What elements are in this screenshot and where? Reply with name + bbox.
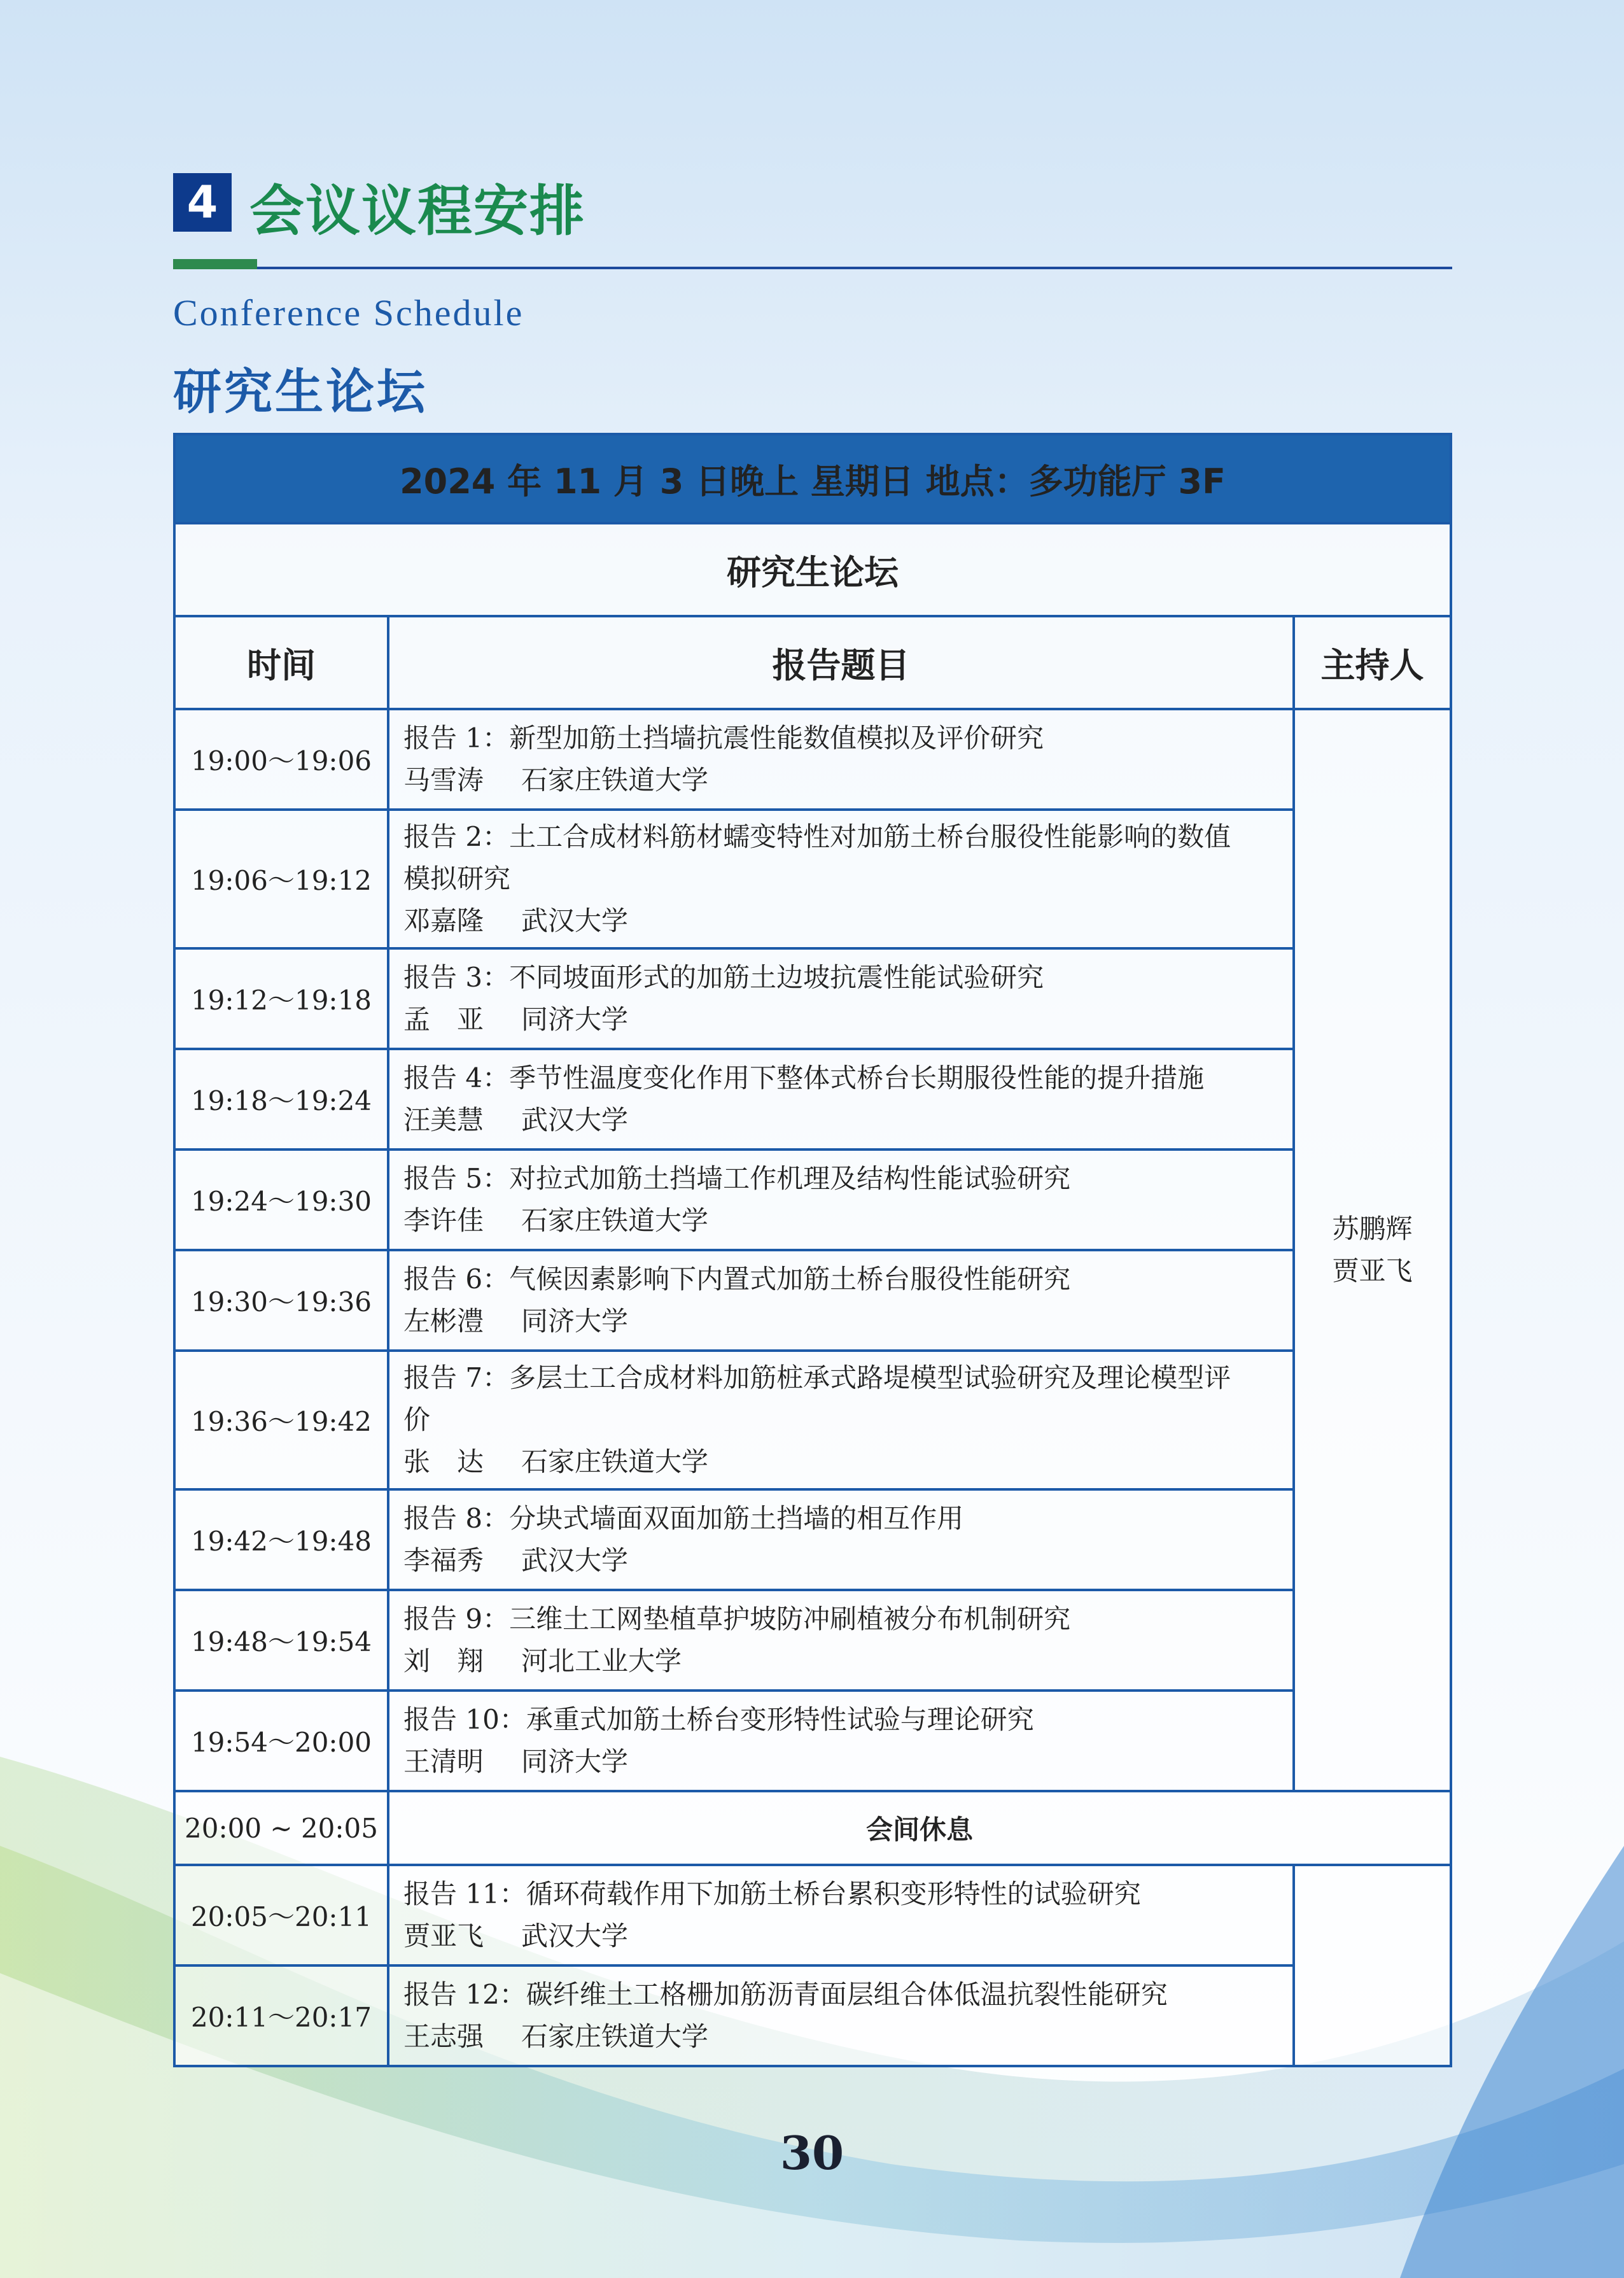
host-cell xyxy=(1294,709,1451,1791)
talk-title: 报告 9：三维土工网垫植草护坡防冲刷植被分布机制研究 xyxy=(403,1603,1071,1635)
section-number-badge: 4 xyxy=(173,173,232,232)
row-time: 19:54～20:00 xyxy=(174,1691,388,1791)
header-time: 时间 xyxy=(174,616,388,709)
table-row xyxy=(174,1590,1451,1691)
forum-name-row xyxy=(174,523,1451,616)
row-time: 19:48～19:54 xyxy=(174,1590,388,1691)
row-time: 19:00～19:06 xyxy=(174,709,388,810)
table-row xyxy=(174,1150,1451,1250)
break-time: 20:00 ~ 20:05 xyxy=(174,1791,388,1865)
speaker-name: 贾亚飞 xyxy=(403,1920,484,1951)
table-row xyxy=(174,810,1451,948)
row-talk xyxy=(388,948,1294,1049)
host-name: 贾亚飞 xyxy=(1332,1255,1413,1286)
row-talk xyxy=(388,1150,1294,1250)
table-row xyxy=(174,1049,1451,1150)
speaker-name: 左彬澧 xyxy=(403,1305,484,1337)
date-location: 2024 年 11 月 3 日晚上 星期日 地点：多功能厅 3F xyxy=(174,434,1451,523)
row-time: 20:11～20:17 xyxy=(174,1965,388,2066)
table-row xyxy=(174,1691,1451,1791)
table-row xyxy=(174,1865,1451,1965)
speaker-name: 李福秀 xyxy=(403,1545,484,1576)
talk-title: 报告 10：承重式加筋土桥台变形特性试验与理论研究 xyxy=(403,1704,1034,1735)
schedule-table xyxy=(173,433,1452,2067)
date-location-row xyxy=(174,434,1451,523)
section-title: 会议议程安排 xyxy=(249,179,585,243)
row-talk xyxy=(388,1691,1294,1791)
subtitle-chinese: 研究生论坛 xyxy=(173,363,428,420)
table-row xyxy=(174,1489,1451,1590)
row-talk xyxy=(388,1489,1294,1590)
title-divider xyxy=(173,267,1452,269)
title-divider-accent xyxy=(173,259,257,269)
row-talk xyxy=(388,709,1294,810)
row-talk xyxy=(388,810,1294,948)
speaker-name: 李许佳 xyxy=(403,1205,484,1236)
speaker-affiliation: 武汉大学 xyxy=(521,1545,629,1576)
column-headers xyxy=(174,616,1451,709)
page-number: 30 xyxy=(780,2126,844,2180)
talk-title-cont: 模拟研究 xyxy=(403,863,511,894)
row-time: 19:30～19:36 xyxy=(174,1250,388,1351)
host-cell-empty xyxy=(1294,1865,1451,2066)
talk-title-cont: 价 xyxy=(403,1404,431,1435)
row-time: 19:06～19:12 xyxy=(174,810,388,948)
forum-name: 研究生论坛 xyxy=(174,523,1451,616)
speaker-name: 孟 亚 xyxy=(403,1004,484,1035)
row-talk xyxy=(388,1590,1294,1691)
row-time: 19:18～19:24 xyxy=(174,1049,388,1150)
row-time: 19:24～19:30 xyxy=(174,1150,388,1250)
speaker-name: 王清明 xyxy=(403,1746,484,1777)
speaker-affiliation: 武汉大学 xyxy=(521,1920,629,1951)
table-row xyxy=(174,709,1451,810)
table-row xyxy=(174,948,1451,1049)
header-topic: 报告题目 xyxy=(388,616,1294,709)
talk-title: 报告 7：多层土工合成材料加筋桩承式路堤模型试验研究及理论模型评 xyxy=(403,1362,1231,1393)
break-label: 会间休息 xyxy=(388,1791,1451,1865)
speaker-affiliation: 同济大学 xyxy=(521,1004,629,1035)
talk-title: 报告 4：季节性温度变化作用下整体式桥台长期服役性能的提升措施 xyxy=(403,1062,1205,1093)
row-time: 20:05～20:11 xyxy=(174,1865,388,1965)
speaker-name: 马雪涛 xyxy=(403,764,484,796)
table-row xyxy=(174,1351,1451,1489)
header-host: 主持人 xyxy=(1294,616,1451,709)
row-time: 19:42～19:48 xyxy=(174,1489,388,1590)
talk-title: 报告 6：气候因素影响下内置式加筋土桥台服役性能研究 xyxy=(403,1263,1071,1295)
host-name: 苏鹏辉 xyxy=(1332,1213,1413,1244)
speaker-affiliation: 同济大学 xyxy=(521,1746,629,1777)
speaker-affiliation: 石家庄铁道大学 xyxy=(521,1205,709,1236)
speaker-affiliation: 河北工业大学 xyxy=(521,1645,682,1677)
talk-title: 报告 11：循环荷载作用下加筋土桥台累积变形特性的试验研究 xyxy=(403,1878,1141,1909)
speaker-name: 王志强 xyxy=(403,2021,484,2052)
speaker-affiliation: 石家庄铁道大学 xyxy=(521,2021,709,2052)
speaker-name: 邓嘉隆 xyxy=(403,905,484,936)
speaker-name: 汪美慧 xyxy=(403,1104,484,1135)
speaker-affiliation: 石家庄铁道大学 xyxy=(521,764,709,796)
speaker-affiliation: 武汉大学 xyxy=(521,905,629,936)
speaker-name: 刘 翔 xyxy=(403,1645,484,1677)
row-talk xyxy=(388,1351,1294,1489)
break-row xyxy=(174,1791,1451,1865)
talk-title: 报告 1：新型加筋土挡墙抗震性能数值模拟及评价研究 xyxy=(403,722,1044,754)
row-time: 19:36～19:42 xyxy=(174,1351,388,1489)
speaker-name: 张 达 xyxy=(403,1446,484,1477)
speaker-affiliation: 石家庄铁道大学 xyxy=(521,1446,709,1477)
row-talk xyxy=(388,1250,1294,1351)
talk-title: 报告 8：分块式墙面双面加筋土挡墙的相互作用 xyxy=(403,1503,964,1534)
row-talk xyxy=(388,1965,1294,2066)
table-row xyxy=(174,1250,1451,1351)
subtitle-english: Conference Schedule xyxy=(173,292,524,334)
talk-title: 报告 5：对拉式加筋土挡墙工作机理及结构性能试验研究 xyxy=(403,1163,1071,1194)
talk-title: 报告 12：碳纤维土工格栅加筋沥青面层组合体低温抗裂性能研究 xyxy=(403,1979,1168,2010)
table-row xyxy=(174,1965,1451,2066)
talk-title: 报告 2：土工合成材料筋材蠕变特性对加筋土桥台服役性能影响的数值 xyxy=(403,821,1231,852)
row-talk xyxy=(388,1865,1294,1965)
talk-title: 报告 3：不同坡面形式的加筋土边坡抗震性能试验研究 xyxy=(403,962,1044,993)
speaker-affiliation: 同济大学 xyxy=(521,1305,629,1337)
speaker-affiliation: 武汉大学 xyxy=(521,1104,629,1135)
row-time: 19:12～19:18 xyxy=(174,948,388,1049)
row-talk xyxy=(388,1049,1294,1150)
